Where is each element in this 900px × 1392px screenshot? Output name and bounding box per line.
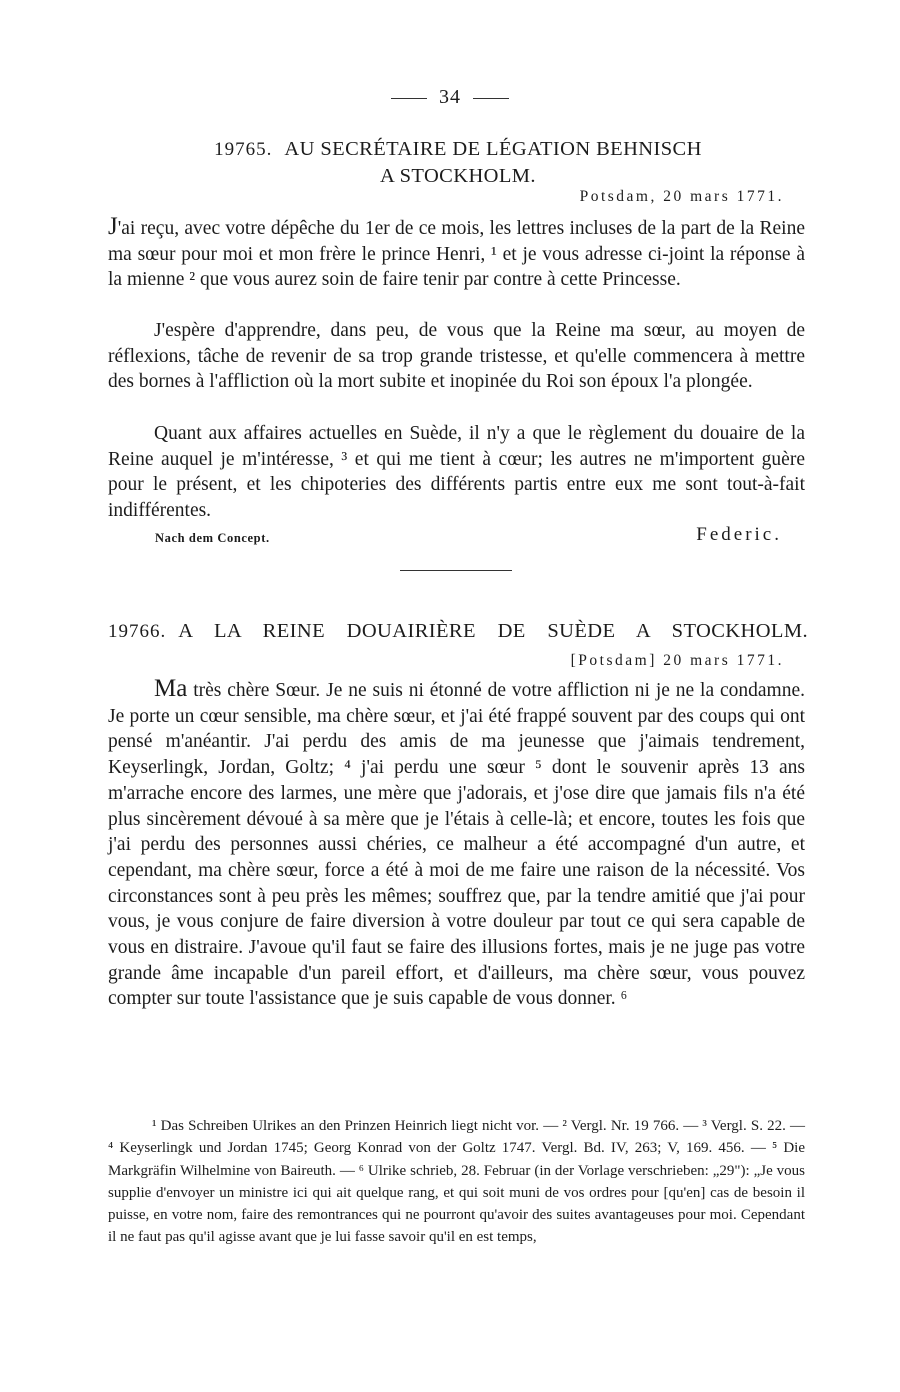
footnotes: ¹ Das Schreiben Ulrikes an den Prinzen Heinrich liegt nicht vor. — ² Vergl. Nr. 19 766. — ³ Vergl. S. 22. — ⁴ Keyserlingk und Jordan 1745; Georg Konrad von der Goltz 1747. Vergl. Bd. IV, 263; V, 169. 456. — ⁵ Die Markgräfin Wilhelmine von Baireuth. — ⁶ Ulrike schrieb, 28. Februar (in der Vorlage verschrieben: „29"): „Je vous supplie d'envoyer un ministre ici qui ait quelque rang, et qui soit muni de vos ordres pour [qu'en] cas de besoin il puisse, en votre nom, faire des remontrances qui ne pourront qu'avoir des suites avantageuses pour moi. Cependant il ne faut pas qu'il agisse avant que je lui fasse savoir qu'il en est temps, xyxy=(108,1118,805,1246)
letter1-title-line2: A STOCKHOLM. xyxy=(380,165,536,187)
letter1-heading xyxy=(108,136,808,189)
letter2-paragraph-1 xyxy=(108,676,805,1012)
page-number-dash-left xyxy=(391,98,427,99)
page-number-dash-right xyxy=(473,98,509,99)
letter2-initial: Ma xyxy=(154,675,188,702)
letter2-dateline: [Potsdam] 20 mars 1771. xyxy=(570,652,784,669)
letter1-initial: J xyxy=(108,213,118,240)
letter1-heading-line1 xyxy=(108,136,808,163)
letter1-title-line1: AU SECRÉTAIRE DE LÉGATION BEHNISCH xyxy=(284,138,702,160)
letter1-paragraph-2: J'espère d'apprendre, dans peu, de vous que la Reine ma sœur, au moyen de réflexions, tâche de revenir de sa trop grande tristesse, et qu'elle commencera à mettre des bornes à l'affliction où la mort subite et inopinée du Roi son époux l'a plongée. xyxy=(108,320,805,393)
letter2-heading xyxy=(108,618,808,645)
letter2-title: A LA REINE DOUAIRIÈRE DE SUÈDE A STOCKHOLM. xyxy=(178,620,808,642)
section-divider xyxy=(400,570,512,571)
letter1-number: 19765. xyxy=(214,139,273,160)
letter2-paragraph-1-text: très chère Sœur. Je ne suis ni étonné de votre affliction ni je ne la condamne. Je porte un cœur sensible, ma chère sœur, et j'ai été frappé souvent par des coups qui ont pensé m'anéantir. J'ai perdu des amis de ma jeunesse que j'aimais tendrement, Keyserlingk, Jordan, Goltz; ⁴ j'ai perdu une sœur ⁵ dont le souvenir après 13 ans m'arrache encore des larmes, une mère que j'adorais, et j'ose dire que jamais fils n'a été plus sincèrement dévoué à sa mère que je l'étais à celle-là; et encore, toutes les fois que j'ai perdu des personnes aussi chéries, ce malheur a été accompagné d'un autre, et cependant, ma chère sœur, force a été à moi de me faire une raison de la nécessité. Vos circonstances sont à peu près les mêmes; souffrez que, par la tendre amitié que j'ai pour vous, je vous conjure de faire diversion à votre douleur par tout ce qui sera capable de vous en distraire. J'avoue qu'il faut se faire des illusions fortes, mais je ne juge pas votre grande âme incapable d'un pareil effort, et d'ailleurs, ma chère sœur, vous pouvez compter sur toute l'assistance que je suis capable de vous donner. ⁶ xyxy=(108,680,805,1010)
letter1-dateline: Potsdam, 20 mars 1771. xyxy=(579,188,784,205)
page-number-header xyxy=(0,86,900,109)
letter1-paragraph-1-text: 'ai reçu, avec votre dépêche du 1er de ce mois, les lettres incluses de la part de la Reine ma sœur pour moi et mon frère le prince Henri, ¹ et je vous adresse ci-joint la réponse à la mienne ² que vous aurez soin de faire tenir par contre à cette Princesse. xyxy=(108,218,805,291)
letter1-paragraph-1 xyxy=(108,214,805,293)
letter1-paragraph-3: Quant aux affaires actuelles en Suède, il n'y a que le règlement du douaire de la Reine auquel je m'intéresse, ³ et qui me tient à cœur; les autres ne m'importent guère pour le présent, et les chipoteries des différents partis entre eux me sont tout-à-fait indifférentes. xyxy=(108,423,805,522)
page-number: 34 xyxy=(439,86,461,108)
letter1-source-note: Nach dem Concept. xyxy=(155,531,270,545)
letter1-signature: Federic. xyxy=(696,524,782,545)
letter2-number: 19766. xyxy=(108,621,167,642)
